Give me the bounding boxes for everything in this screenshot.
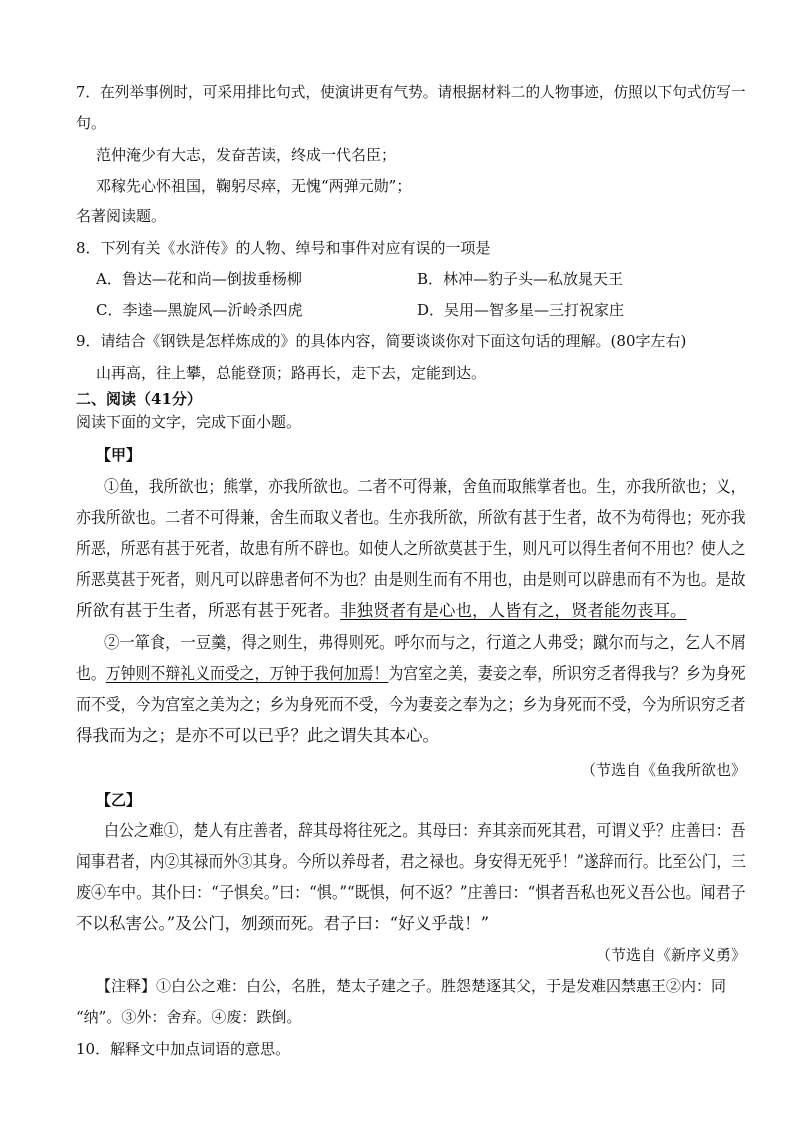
yi-line2: 闻事君者，内②其禄而外③其身。今所以养母者，君之禄也。身安得无死乎！”遂辞而行。比至公门，三 (76, 852, 746, 871)
q8-option-c: C．李逵—黑旋风—沂岭杀四虎 (96, 301, 303, 319)
jia-p2-line2 (76, 663, 746, 685)
yi-line4: 不以私害公。”及公门，刎颈而死。君子曰：“好义乎哉！” (76, 914, 490, 933)
yi-label: 【乙】 (96, 791, 142, 809)
jia-source: （节选自《鱼我所欲也》 (580, 761, 746, 779)
part2-heading: 二、阅读（41分） (76, 390, 202, 408)
q10-stem: 10．解释文中加点词语的意思。 (76, 1040, 291, 1058)
q8-stem: 8．下列有关《水浒传》的人物、绰号和事件对应有误的一项是 (76, 239, 491, 257)
annotation-line2: “纳”。③外：舍弃。④废：跌倒。 (76, 1008, 302, 1026)
part2-instruction: 阅读下面的文字，完成下面小题。 (76, 413, 302, 431)
jia-p2-underlined-sentence: 万钟则不辩礼义而受之，万钟于我何加焉！ (105, 664, 389, 683)
jia-p2-line4: 得我而为之；是亦不可以已乎？此之谓失其本心。 (76, 726, 439, 745)
jia-p2-line1: ②一箪食，一豆羹，得之则生，弗得则死。呼尔而与之，行道之人弗受；蹴尔而与之，乞人不屑 (104, 633, 746, 652)
q8-option-d: D．吴用—智多星—三打祝家庄 (417, 301, 625, 319)
q7-example-2: 邓稼先心怀祖国，鞠躬尽瘁，无愧“两弹元勋”； (96, 177, 412, 195)
annotation-line1: 【注释】①白公之难：白公，名胜，楚太子建之子。胜怨楚逐其父，于是发难囚禁惠王②内：同 (96, 977, 727, 995)
q7-stem-line2: 句。 (76, 114, 107, 132)
jia-p1-line2: 亦我所欲也。二者不可得兼，舍生而取义者也。生亦我所欲，所欲有甚于生者，故不为苟得也；死亦我 (76, 508, 746, 527)
jia-p2-line3: 而不受，今为宫室之美为之；乡为身死而不受，今为妻妾之奉为之；乡为身死而不受，今为所识穷乏者 (76, 695, 746, 714)
q9-stem: 9．请结合《钢铁是怎样炼成的》的具体内容，简要谈谈你对下面这句话的理解。(80字左右) (76, 332, 687, 350)
jia-p1-underlined-sentence: 非独贤者有是心也，人皆有之，贤者能勿丧耳。 (340, 601, 687, 620)
q7-example-1: 范仲淹少有大志，发奋苦读，终成一代名臣； (96, 146, 397, 164)
section-intro: 名著阅读题。 (76, 207, 167, 225)
jia-p1-line1: ①鱼，我所欲也；熊掌，亦我所欲也。二者不可得兼，舍鱼而取熊掌者也。生，亦我所欲也；义， (104, 477, 746, 496)
jia-label: 【甲】 (96, 446, 142, 464)
jia-p1-line4: 所恶莫甚于死者，则凡可以辟患者何不为也？由是则生而有不用也，由是则可以辟患而有不为也。是故 (76, 570, 746, 589)
q8-option-a: A．鲁达—花和尚—倒拔垂杨柳 (96, 270, 302, 288)
jia-p1-line5 (76, 600, 687, 622)
jia-p1-line5-text: 所欲有甚于生者，所恶有甚于死者。 (76, 601, 340, 620)
q9-quote: 山再高，往上攀，总能登顶；路再长，走下去，定能到达。 (96, 364, 487, 382)
yi-line3: 废④车中。其仆曰：“子惧矣。”曰：“惧。”“既惧，何不返？”庄善曰：“惧者吾私也死义吾公也。闻君子 (76, 883, 746, 902)
jia-p2-line2-end: 为宫室之美，妻妾之奉，所识穷乏者得我与？乡为身死 (388, 664, 746, 683)
jia-p2-line2-start: 也。 (76, 664, 106, 683)
q8-option-b: B．林冲—豹子头—私放晁天王 (417, 270, 624, 288)
q7-stem-line1: 7．在列举事例时，可采用排比句式，使演讲更有气势。请根据材料二的人物事迹，仿照以下句式仿写一 (76, 83, 746, 101)
yi-source: （节选自《新序义勇》 (595, 946, 746, 964)
yi-line1: 白公之难①，楚人有庄善者，辞其母将往死之。其母曰：弃其亲而死其君，可谓义乎？庄善曰：吾 (104, 821, 746, 840)
jia-p1-line3: 所恶，所恶有甚于死者，故患有所不辟也。如使人之所欲莫甚于生，则凡可以得生者何不用也？使人之 (76, 539, 746, 558)
